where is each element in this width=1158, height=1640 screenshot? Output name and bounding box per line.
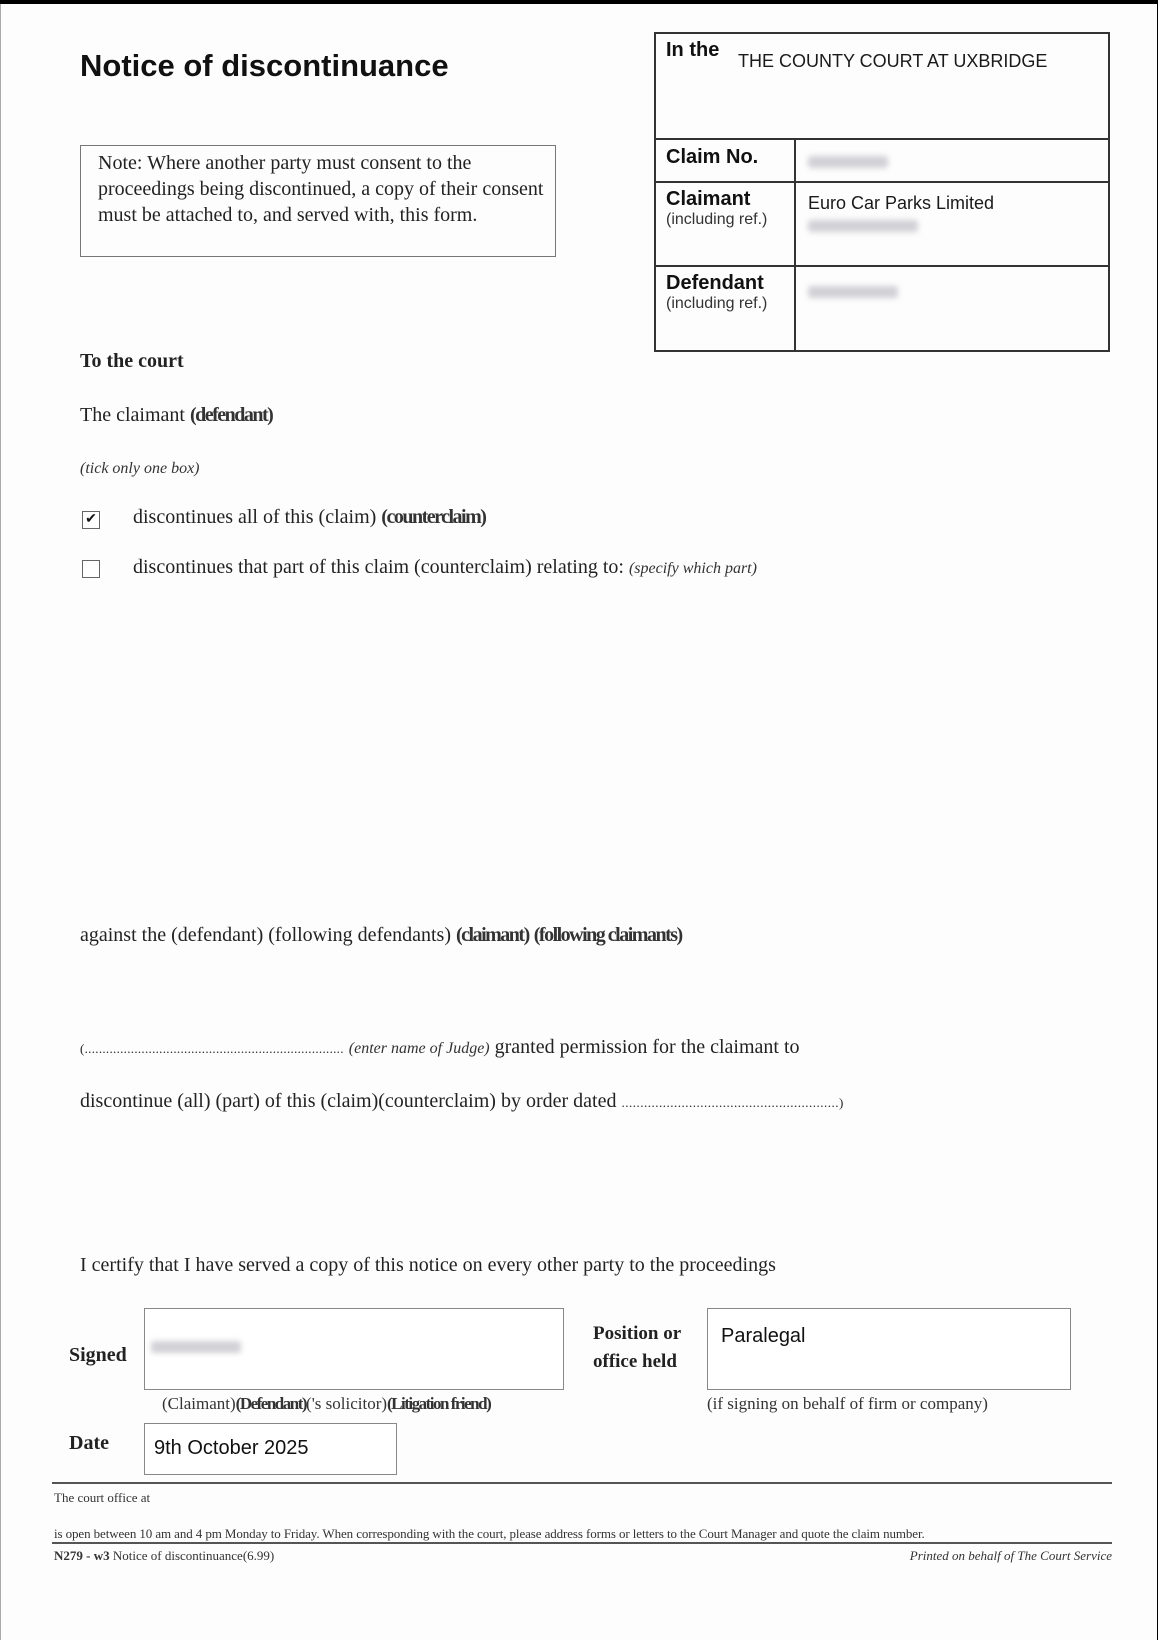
- struck-claimant: (claimant): [455, 924, 529, 946]
- date-label: Date: [69, 1432, 109, 1454]
- redacted-claim-no: [808, 156, 888, 168]
- signed-caption: [162, 1394, 490, 1414]
- footer-top-rule: [52, 1482, 1112, 1484]
- certify-statement: I certify that I have served a copy of this notice on every other party to the proceedings: [80, 1254, 776, 1276]
- signed-label: Signed: [69, 1344, 127, 1366]
- defendant-label: [666, 272, 767, 314]
- party-text: The claimant: [80, 404, 190, 426]
- divider: [656, 138, 1108, 140]
- position-field[interactable]: Paralegal: [707, 1308, 1071, 1390]
- struck-litigation-friend: (Litigation friend): [387, 1394, 491, 1413]
- form-name: Notice of discontinuance(6.99): [109, 1548, 275, 1563]
- in-the-label: In the: [666, 39, 720, 61]
- court-office-label: The court office at: [54, 1490, 151, 1505]
- against-line: [80, 924, 682, 947]
- caption-solicitor: ('s solicitor): [306, 1394, 388, 1413]
- option-hint: (specify which part): [628, 560, 757, 577]
- checkmark-icon: ✔: [85, 512, 97, 527]
- position-label-line1: Position or: [593, 1323, 682, 1344]
- discontinue-all-checkbox[interactable]: [82, 511, 100, 529]
- discontinue-part-option: [133, 556, 757, 579]
- court-name[interactable]: THE COUNTY COURT AT UXBRIDGE: [738, 51, 1048, 71]
- party-line: [80, 404, 272, 427]
- signature-field[interactable]: [144, 1308, 564, 1390]
- redacted-defendant: [808, 286, 898, 298]
- order-text: discontinue (all) (part) of this (claim)(counterclaim) by order dated: [80, 1090, 622, 1112]
- position-label-line2: office held: [593, 1351, 677, 1372]
- footer-bottom-rule: [52, 1542, 1112, 1544]
- to-the-court-heading: To the court: [80, 350, 184, 372]
- claimant-label: [666, 188, 767, 230]
- caption-claimant: (Claimant): [162, 1394, 236, 1413]
- claim-no-field[interactable]: [808, 152, 888, 173]
- redacted-claimant-ref: [808, 220, 918, 232]
- document-page: [0, 4, 1157, 1640]
- claimant-sub-label: (including ref.): [666, 211, 768, 228]
- column-divider: [794, 138, 796, 350]
- claimant-field[interactable]: [808, 193, 994, 237]
- against-text: against the (defendant) (following defendants): [80, 924, 456, 946]
- order-date-blank[interactable]: ..........................................................): [621, 1095, 844, 1110]
- judge-hint: (enter name of Judge): [348, 1040, 490, 1057]
- divider: [656, 181, 1108, 183]
- option-text: discontinues that part of this claim (counterclaim) relating to:: [133, 556, 629, 578]
- defendant-sub-label: (including ref.): [666, 295, 768, 312]
- discontinue-all-option: [133, 506, 485, 529]
- printed-by: Printed on behalf of The Court Service: [909, 1548, 1112, 1563]
- claimant-name: Euro Car Parks Limited: [808, 193, 995, 213]
- court-header-table: [654, 32, 1110, 352]
- struck-counterclaim: (counterclaim): [381, 506, 486, 528]
- struck-following-claimants: (following claimants): [533, 924, 682, 946]
- discontinue-part-checkbox[interactable]: [82, 560, 100, 578]
- order-line: [80, 1090, 844, 1113]
- page-title: Notice of discontinuance: [80, 48, 449, 83]
- form-reference: [54, 1548, 274, 1564]
- defendant-label-text: Defendant: [666, 272, 764, 294]
- form-code: N279 - w3: [54, 1548, 110, 1563]
- office-hours-notice: is open between 10 am and 4 pm Monday to Friday. When corresponding with the court, please address forms or letters to the Court Manager and quote the claim number.: [54, 1526, 925, 1541]
- date-field[interactable]: 9th October 2025: [144, 1423, 397, 1475]
- judge-line: [80, 1036, 800, 1059]
- consent-note: Note: Where another party must consent to the proceedings being discontinued, a copy of their consent must be attached to, and served with, this form.: [80, 145, 556, 257]
- position-caption: (if signing on behalf of firm or company): [707, 1394, 988, 1413]
- redacted-signature: [151, 1341, 241, 1353]
- struck-defendant-caption: (Defendant): [235, 1394, 307, 1413]
- tick-instruction: (tick only one box): [80, 460, 200, 477]
- divider: [656, 265, 1108, 267]
- option-text: discontinues all of this (claim): [133, 506, 382, 528]
- judge-name-blank[interactable]: (.........................................................................: [80, 1041, 344, 1056]
- position-label: [593, 1320, 681, 1376]
- defendant-field[interactable]: [808, 282, 898, 303]
- struck-defendant: (defendant): [189, 404, 273, 426]
- judge-text: granted permission for the claimant to: [489, 1036, 800, 1058]
- claim-no-label: Claim No.: [666, 146, 759, 168]
- claimant-label-text: Claimant: [666, 188, 751, 210]
